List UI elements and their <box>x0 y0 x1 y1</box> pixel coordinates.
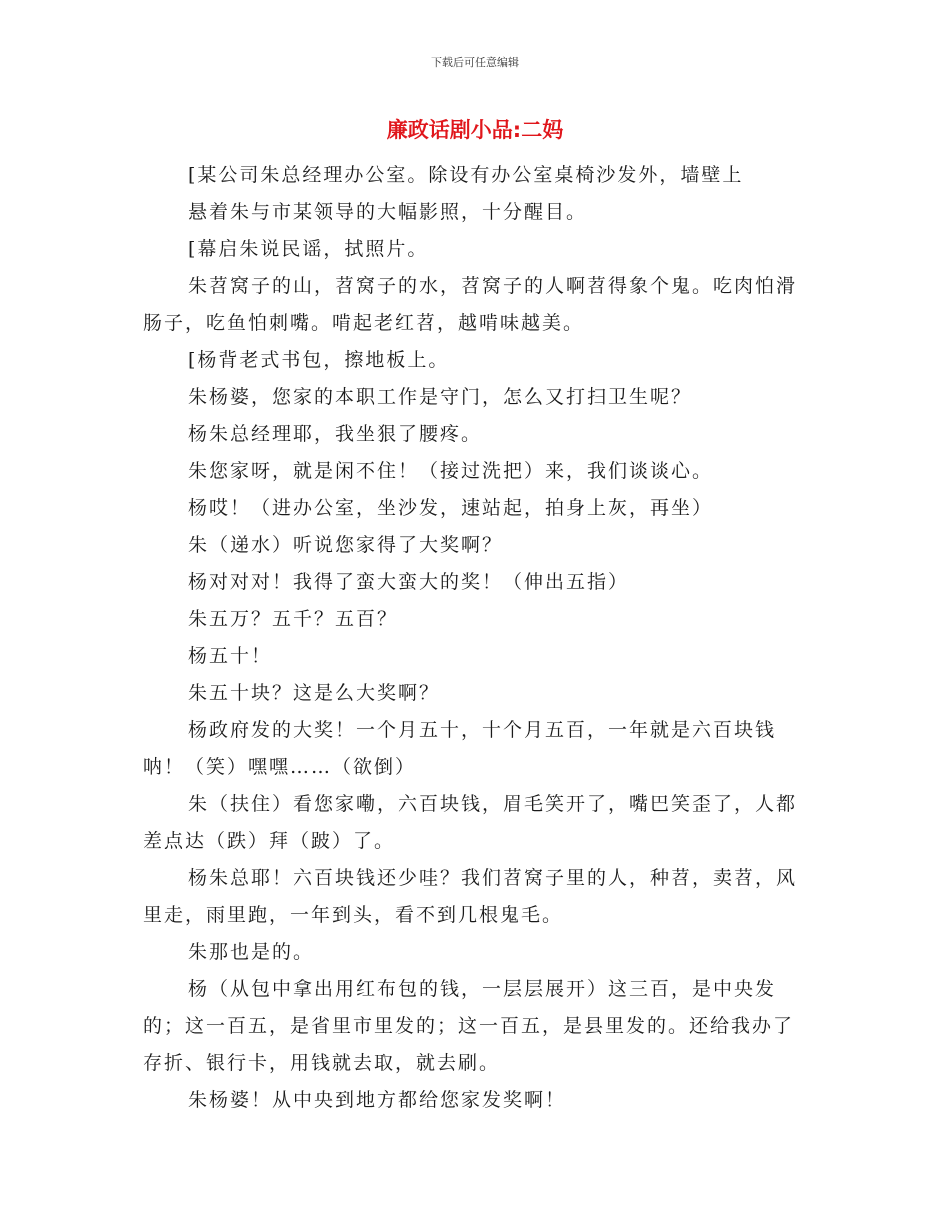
page-title: 廉政话剧小品:二妈 <box>386 118 564 142</box>
dialogue-line: 朱您家呀，就是闲不住！（接过洗把）来，我们谈谈心。 <box>188 460 714 482</box>
dialogue-line: 杨朱总经理耶，我坐狠了腰疼。 <box>188 423 483 445</box>
dialogue-line: 杨政府发的大奖！一个月五十，十个月五百，一年就是六百块钱呐！（笑）嘿嘿……（欲倒） <box>143 719 777 778</box>
dialogue-line: 杨（从包中拿出用红布包的钱，一层层展开）这三百，是中央发的；这一百五，是省里市里发的；这一百五，是县里发的。还给我办了存折、银行卡，用钱就去取，就去刷。 <box>143 978 795 1074</box>
dialogue-line: 朱杨婆！从中央到地方都给您家发奖啊！ <box>188 1089 567 1111</box>
dialogue-line: 杨朱总耶！六百块钱还少哇？我们苕窝子里的人，种苕，卖苕，风里走，雨里跑，一年到头，看不到几根鬼毛。 <box>143 867 798 926</box>
dialogue-line: 朱（递水）听说您家得了大奖啊？ <box>188 534 504 556</box>
dialogue-line: 杨哎！（进办公室，坐沙发，速站起，拍身上灰，再坐） <box>188 497 714 519</box>
dialogue-line: 杨五十！ <box>188 645 273 667</box>
paragraph-curtain-rise: [幕启朱说民谣，拭照片。 <box>188 238 429 260</box>
dialogue-line: 朱五万？五千？五百？ <box>188 608 399 630</box>
dialogue-line: 朱那也是的。 <box>188 941 315 963</box>
paragraph-scene-photo: 悬着朱与市某领导的大幅影照，十分醒目。 <box>188 201 588 223</box>
dialogue-line: 朱杨婆，您家的本职工作是守门，怎么又打扫卫生呢？ <box>188 386 693 408</box>
paragraph-scene-setting: [某公司朱总经理办公室。除设有办公室桌椅沙发外，墙壁上 <box>188 164 744 186</box>
paragraph-yang-enters: [杨背老式书包，擦地板上。 <box>188 349 450 371</box>
dialogue-line: 朱（扶住）看您家嘞，六百块钱，眉毛笑开了，嘴巴笑歪了，人都差点达（跌）拜（跛）了。 <box>143 793 798 852</box>
paragraph-folk-rhyme: 朱苕窝子的山，苕窝子的水，苕窝子的人啊苕得象个鬼。吃肉怕滑肠子，吃鱼怕刺嘴。啃起老红苕，越啃味越美。 <box>143 275 798 334</box>
dialogue-line: 朱五十块？这是么大奖啊？ <box>188 682 441 704</box>
dialogue-line: 杨对对对！我得了蛮大蛮大的奖！（伸出五指） <box>188 571 630 593</box>
header-note: 下载后可任意编辑 <box>431 56 519 69</box>
document-body <box>143 157 803 1119</box>
